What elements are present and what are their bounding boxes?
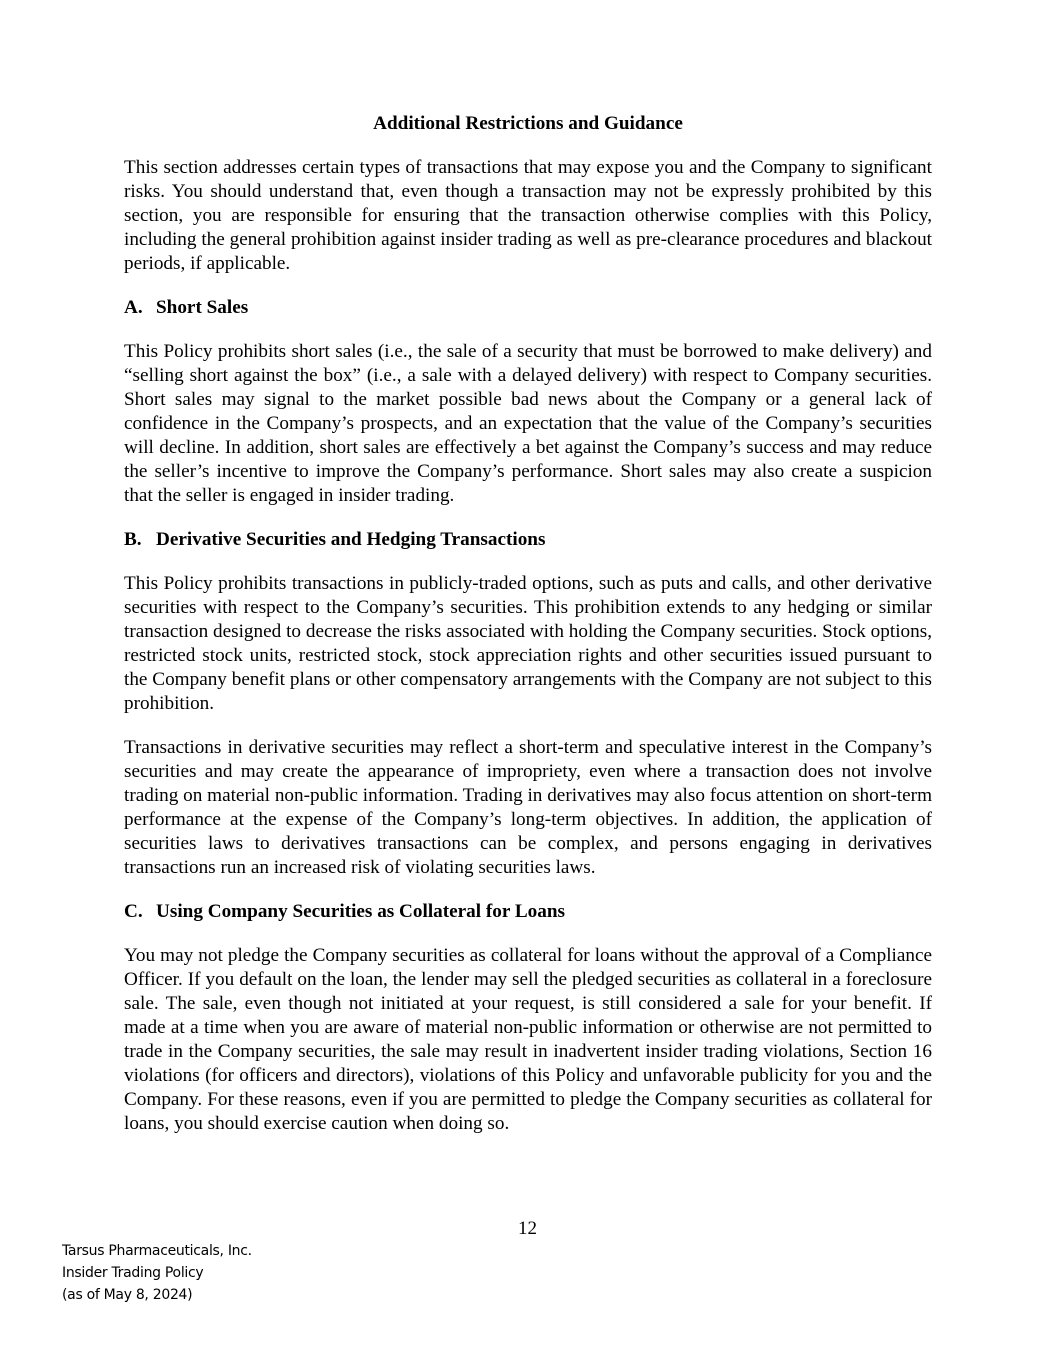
page-content <box>124 112 932 1156</box>
section-title: Additional Restrictions and Guidance <box>373 113 683 134</box>
footer-company: Tarsus Pharmaceuticals, Inc. <box>62 1243 252 1259</box>
derivatives-paragraph-2: Transactions in derivative securities may reflect a short-term and speculative interest in the Company’s securities and may create the appearance of impropriety, even where a transaction does not involve trading on material non-public information. Trading in derivatives may also focus attention on short-term performance at the expense of the Company’s long-term objectives. In addition, the application of securities laws to derivatives transactions can be complex, and persons engaging in derivatives transactions run an increased risk of violating securities laws. <box>124 737 932 878</box>
derivatives-paragraph-1: This Policy prohibits transactions in publicly-traded options, such as puts and calls, and other derivative securities with respect to the Company’s securities. This prohibition extends to any hedging or similar transaction designed to decrease the risks associated with holding the Company securities. Stock options, restricted stock units, restricted stock, stock appreciation rights and other securities issued pursuant to the Company benefit plans or other compensatory arrangements with the Company are not subject to this prohibition. <box>124 573 932 714</box>
footer-document-name: Insider Trading Policy <box>62 1265 204 1281</box>
heading-short-sales <box>124 296 932 320</box>
footer-date: (as of May 8, 2024) <box>62 1287 193 1303</box>
heading-letter: A. <box>124 297 143 318</box>
heading-derivative-securities <box>124 528 932 552</box>
heading-text: Short Sales <box>156 297 249 318</box>
heading-text: Using Company Securities as Collateral for Loans <box>156 901 565 922</box>
collateral-paragraph: You may not pledge the Company securities as collateral for loans without the approval of a Compliance Officer. If you default on the loan, the lender may sell the pledged securities as collateral in a foreclosure sale. The sale, even though not initiated at your request, is still considered a sale for your benefit. If made at a time when you are aware of material non-public information or otherwise are not permitted to trade in the Company securities, the sale may result in inadvertent insider trading violations, Section 16 violations (for officers and directors), violations of this Policy and unfavorable publicity for you and the Company. For these reasons, even if you are permitted to pledge the Company securities as collateral for loans, you should exercise caution when doing so. <box>124 945 932 1134</box>
heading-text: Derivative Securities and Hedging Transactions <box>156 529 546 550</box>
page-number: 12 <box>518 1218 537 1239</box>
heading-letter: C. <box>124 901 143 922</box>
heading-letter: B. <box>124 529 142 550</box>
short-sales-paragraph: This Policy prohibits short sales (i.e., the sale of a security that must be borrowed to make delivery) and “selling short against the box” (i.e., a sale with a delayed delivery) with respect to Company securities. Short sales may signal to the market possible bad news about the Company or a general lack of confidence in the Company’s prospects, and an expectation that the value of the Company’s securities will decline. In addition, short sales are effectively a bet against the Company’s success and may reduce the seller’s incentive to improve the Company’s performance. Short sales may also create a suspicion that the seller is engaged in insider trading. <box>124 341 932 506</box>
page-footer <box>62 1240 252 1306</box>
heading-collateral-loans <box>124 900 932 924</box>
intro-paragraph: This section addresses certain types of transactions that may expose you and the Company to significant risks. You should understand that, even though a transaction may not be expressly prohibited by this section, you are responsible for ensuring that the transaction otherwise complies with this Policy, including the general prohibition against insider trading as well as pre-clearance procedures and blackout periods, if applicable. <box>124 157 932 274</box>
